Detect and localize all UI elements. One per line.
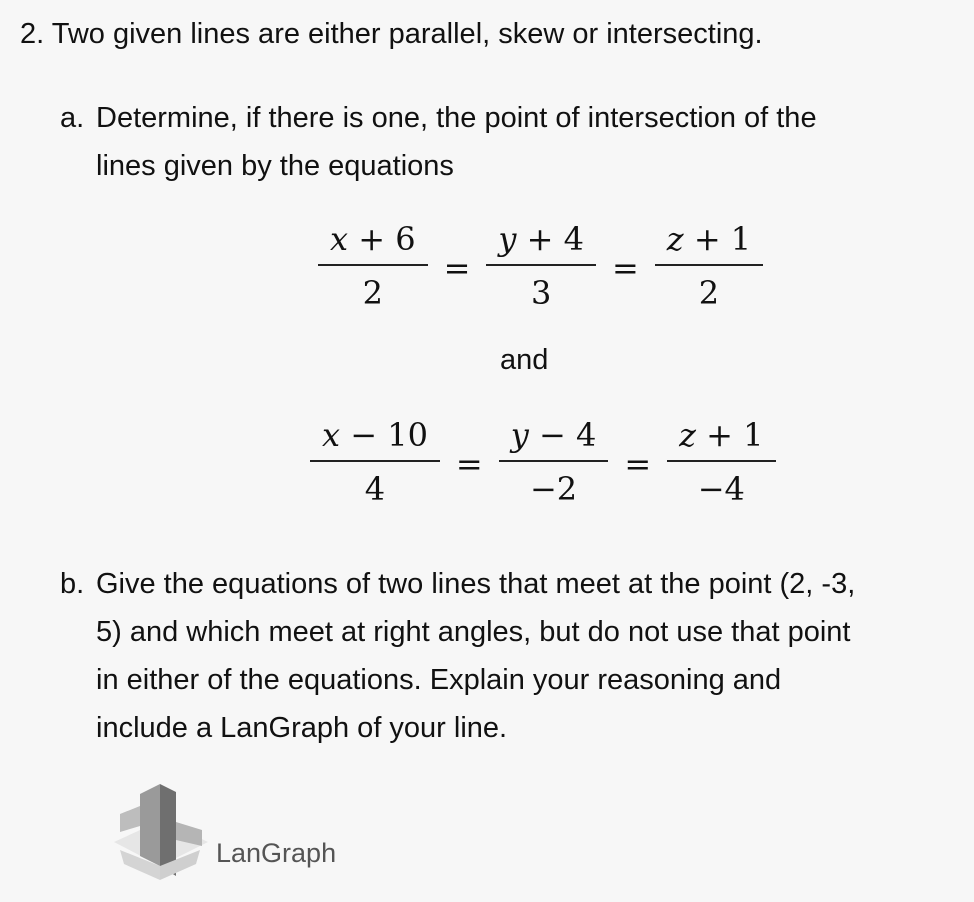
equals-sign: = — [455, 445, 483, 483]
fraction-numerator: y − 4 — [510, 416, 597, 454]
fraction-z — [655, 218, 763, 314]
part-b-line-4: include a LanGraph of your line. — [96, 712, 508, 744]
part-b-line-1: Give the equations of two lines that meet at the point (2, -3, — [96, 568, 856, 600]
part-a-label: a. — [60, 102, 85, 134]
fraction-denominator: −4 — [697, 470, 745, 508]
equals-sign: = — [624, 445, 652, 483]
fraction-y — [499, 414, 609, 510]
fraction-denominator: −2 — [529, 470, 578, 508]
part-b-text — [96, 560, 855, 752]
fraction-numerator: x + 6 — [330, 220, 416, 258]
part-a-line-1: Determine, if there is one, the point of intersection of the — [96, 102, 817, 134]
equals-sign: = — [443, 249, 471, 287]
equation-line-2 — [310, 414, 776, 510]
fraction-x — [310, 414, 440, 510]
part-b-line-3: in either of the equations. Explain your reasoning and — [96, 664, 782, 696]
equation-line-1 — [318, 218, 763, 314]
fraction-y — [486, 218, 596, 314]
fraction-numerator: x − 10 — [322, 416, 428, 454]
question-number: 2. — [20, 18, 45, 50]
part-b-label: b. — [60, 568, 85, 600]
langraph-badge[interactable] — [110, 780, 370, 890]
langraph-label: LanGraph — [216, 838, 337, 868]
fraction-numerator: z + 1 — [666, 220, 752, 258]
fraction-denominator: 2 — [362, 274, 383, 312]
fraction-denominator: 2 — [698, 274, 720, 312]
fraction-numerator: y + 4 — [498, 220, 584, 258]
fraction-x — [318, 218, 428, 314]
equals-sign: = — [611, 249, 639, 287]
question-prompt: Two given lines are either parallel, skew or intersecting. — [51, 18, 763, 50]
fraction-z — [667, 414, 775, 510]
fraction-numerator: z + 1 — [679, 416, 764, 454]
part-b-line-2: 5) and which meet at right angles, but do not use that point — [96, 616, 851, 648]
equation-connector: and — [500, 344, 549, 376]
question-heading — [20, 14, 763, 54]
fraction-denominator: 3 — [530, 274, 552, 312]
fraction-denominator: 4 — [364, 470, 386, 508]
part-a-text — [96, 94, 817, 190]
part-a-line-2: lines given by the equations — [96, 150, 454, 182]
langraph-logo-icon — [110, 780, 210, 888]
